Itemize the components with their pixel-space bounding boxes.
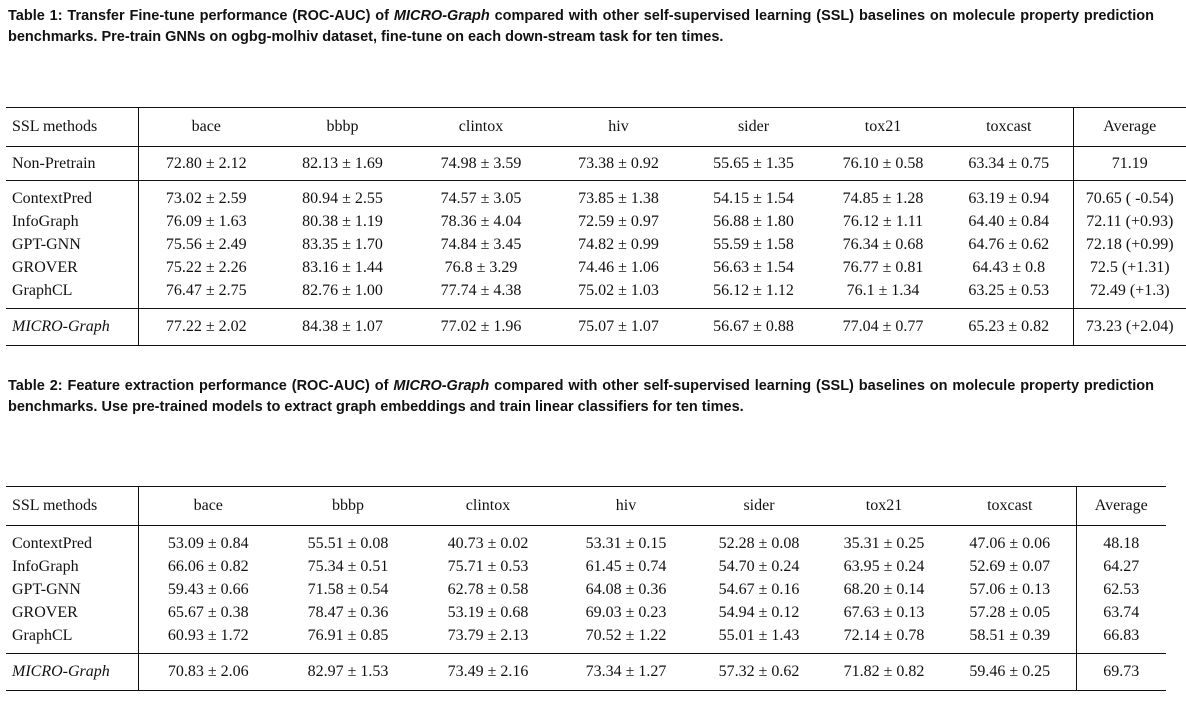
cell: 53.31 ± 0.15 <box>585 534 667 552</box>
row-method: GROVER <box>6 601 138 624</box>
table-row <box>6 555 1166 578</box>
cell: 76.10 ± 0.58 <box>842 154 924 172</box>
cell: 56.12 ± 1.12 <box>713 281 794 299</box>
table1-col-header: clintox <box>458 118 504 135</box>
cell: 74.85 ± 1.28 <box>842 189 924 207</box>
cell: 55.59 ± 1.58 <box>713 235 794 253</box>
cell: 80.94 ± 2.55 <box>302 189 383 207</box>
cell: 74.84 ± 3.45 <box>440 235 522 253</box>
table2-col-header: hiv <box>615 497 637 514</box>
cell: 77.02 ± 1.96 <box>440 318 522 335</box>
cell: 76.47 ± 2.75 <box>165 281 247 299</box>
table-row <box>6 624 1166 654</box>
cell: 73.85 ± 1.38 <box>578 189 659 207</box>
cell: 75.22 ± 2.26 <box>165 258 247 276</box>
cell: 83.35 ± 1.70 <box>302 235 383 253</box>
table2-col-header: tox21 <box>865 497 903 514</box>
row-method: GROVER <box>6 256 138 279</box>
cell: 63.19 ± 0.94 <box>945 181 1073 211</box>
cell: 75.56 ± 2.49 <box>165 235 247 253</box>
cell: 64.40 ± 0.84 <box>945 210 1073 233</box>
table1-col-header: tox21 <box>864 118 902 135</box>
cell: 72.14 ± 0.78 <box>843 626 925 644</box>
cell: 75.02 ± 1.03 <box>578 281 659 299</box>
cell: 77.74 ± 4.38 <box>440 281 522 299</box>
table1-col-header: bbbp <box>326 118 359 135</box>
cell: 54.70 ± 0.24 <box>718 557 800 575</box>
table2-caption-prefix: Table 2: Feature extraction performance (ROC-AUC) of <box>8 378 394 394</box>
cell: 71.58 ± 0.54 <box>307 580 389 598</box>
cell: 76.12 ± 1.11 <box>842 212 924 230</box>
cell-average: 72.49 (+1.3) <box>1089 281 1170 299</box>
cell: 57.28 ± 0.05 <box>944 601 1076 624</box>
cell: 55.51 ± 0.08 <box>307 534 389 552</box>
cell: 72.80 ± 2.12 <box>165 154 247 172</box>
cell: 82.76 ± 1.00 <box>302 281 383 299</box>
row-method: GPT-GNN <box>6 578 138 601</box>
table-row <box>6 181 1186 211</box>
table-row <box>6 210 1186 233</box>
table-row <box>6 578 1166 601</box>
cell-average: 66.83 <box>1103 626 1140 644</box>
cell: 52.69 ± 0.07 <box>944 555 1076 578</box>
cell-average: 64.27 <box>1103 557 1140 575</box>
cell: 75.71 ± 0.53 <box>447 557 529 575</box>
table1-caption-method: MICRO-Graph <box>393 8 490 24</box>
table2-caption-suffix: compared with other self-supervised learning (SSL) baselines on molecule property prediction benchmarks. Use pre-trained models to extract graph embeddings and train linear classifiers for ten times. <box>8 378 1154 415</box>
cell: 52.28 ± 0.08 <box>718 534 800 552</box>
cell: 57.32 ± 0.62 <box>718 663 800 680</box>
cell: 73.79 ± 2.13 <box>447 626 529 644</box>
table2-header-row <box>6 487 1166 526</box>
cell: 54.15 ± 1.54 <box>713 189 794 207</box>
table-row <box>6 309 1186 346</box>
cell: 73.49 ± 2.16 <box>447 663 529 680</box>
table-row <box>6 654 1166 691</box>
table1-col-header: sider <box>737 118 770 135</box>
cell: 82.13 ± 1.69 <box>302 154 383 172</box>
cell-average: 72.18 (+0.99) <box>1085 235 1174 253</box>
cell: 68.20 ± 0.14 <box>843 580 925 598</box>
cell: 66.06 ± 0.82 <box>167 557 249 575</box>
cell: 64.43 ± 0.8 <box>945 256 1073 279</box>
cell-average: 63.74 <box>1103 603 1140 621</box>
table2-caption-method: MICRO-Graph <box>393 378 490 394</box>
cell: 74.57 ± 3.05 <box>440 189 522 207</box>
cell: 56.88 ± 1.80 <box>713 212 794 230</box>
row-method: ContextPred <box>6 526 138 556</box>
table2-col-header: sider <box>743 497 775 514</box>
cell-average: 72.5 (+1.31) <box>1089 258 1170 276</box>
cell: 77.04 ± 0.77 <box>842 318 924 335</box>
cell: 54.67 ± 0.16 <box>718 580 800 598</box>
cell: 56.63 ± 1.54 <box>713 258 794 276</box>
cell: 71.82 ± 0.82 <box>843 663 925 680</box>
cell-average: 72.11 (+0.93) <box>1086 212 1174 230</box>
table2-col-header: SSL methods <box>6 487 138 526</box>
cell: 62.78 ± 0.58 <box>447 580 529 598</box>
cell: 80.38 ± 1.19 <box>302 212 383 230</box>
table2 <box>6 486 1166 691</box>
cell: 83.16 ± 1.44 <box>302 258 383 276</box>
row-method: InfoGraph <box>6 210 138 233</box>
table2-col-header: Average <box>1094 497 1148 514</box>
cell: 63.34 ± 0.75 <box>945 147 1073 181</box>
row-method: MICRO-Graph <box>6 654 138 691</box>
table2-col-header: bbbp <box>332 497 364 514</box>
table2-col-header: clintox <box>465 497 511 514</box>
cell: 72.59 ± 0.97 <box>578 212 659 230</box>
cell-average: 71.19 <box>1111 154 1148 172</box>
cell: 67.63 ± 0.13 <box>843 603 925 621</box>
cell: 55.01 ± 1.43 <box>718 626 800 644</box>
table-row <box>6 526 1166 556</box>
cell: 59.46 ± 0.25 <box>944 654 1076 691</box>
table2-col-header: toxcast <box>944 487 1076 526</box>
cell: 55.65 ± 1.35 <box>713 154 794 172</box>
cell: 65.23 ± 0.82 <box>945 309 1073 346</box>
cell-average: 62.53 <box>1103 580 1140 598</box>
cell: 61.45 ± 0.74 <box>585 557 667 575</box>
table1-caption-suffix: compared with other self-supervised learning (SSL) baselines on molecule property prediction benchmarks. Pre-train GNNs on ogbg-molhiv dataset, fine-tune on each down-stream task for ten times. <box>8 8 1154 45</box>
cell: 76.1 ± 1.34 <box>846 281 920 299</box>
row-method: ContextPred <box>6 181 138 211</box>
cell: 75.34 ± 0.51 <box>307 557 389 575</box>
cell: 65.67 ± 0.38 <box>167 603 249 621</box>
cell: 75.07 ± 1.07 <box>578 318 659 335</box>
table1-col-header: bace <box>191 118 221 135</box>
row-method: InfoGraph <box>6 555 138 578</box>
table2-col-header: bace <box>193 497 223 514</box>
table1-header-row <box>6 108 1186 147</box>
cell: 74.98 ± 3.59 <box>440 154 522 172</box>
table1-col-header: hiv <box>608 118 629 135</box>
cell: 63.25 ± 0.53 <box>945 279 1073 309</box>
row-method: GraphCL <box>6 279 138 309</box>
cell-average: 48.18 <box>1103 534 1140 552</box>
table-row <box>6 233 1186 256</box>
cell: 40.73 ± 0.02 <box>447 534 529 552</box>
cell: 64.76 ± 0.62 <box>945 233 1073 256</box>
cell: 35.31 ± 0.25 <box>843 534 925 552</box>
cell: 54.94 ± 0.12 <box>718 603 800 621</box>
cell: 57.06 ± 0.13 <box>944 578 1076 601</box>
cell: 77.22 ± 2.02 <box>165 318 247 335</box>
cell: 53.19 ± 0.68 <box>447 603 529 621</box>
row-method: Non-Pretrain <box>6 147 138 181</box>
cell: 76.8 ± 3.29 <box>444 258 518 276</box>
cell: 76.77 ± 0.81 <box>842 258 924 276</box>
cell: 78.47 ± 0.36 <box>307 603 389 621</box>
cell: 74.82 ± 0.99 <box>578 235 659 253</box>
cell-average: 69.73 <box>1103 663 1140 680</box>
table1-caption-prefix: Table 1: Transfer Fine-tune performance (ROC-AUC) of <box>8 8 394 24</box>
cell: 73.34 ± 1.27 <box>585 663 667 680</box>
cell: 58.51 ± 0.39 <box>944 624 1076 654</box>
cell: 63.95 ± 0.24 <box>843 557 925 575</box>
cell: 84.38 ± 1.07 <box>302 318 383 335</box>
table-row <box>6 279 1186 309</box>
row-method: MICRO-Graph <box>6 309 138 346</box>
cell: 70.83 ± 2.06 <box>167 663 249 680</box>
cell: 47.06 ± 0.06 <box>944 526 1076 556</box>
cell: 64.08 ± 0.36 <box>585 580 667 598</box>
cell: 76.91 ± 0.85 <box>307 626 389 644</box>
table-row <box>6 256 1186 279</box>
cell: 73.38 ± 0.92 <box>578 154 659 172</box>
cell: 73.02 ± 2.59 <box>165 189 247 207</box>
table1-col-header: toxcast <box>945 108 1073 147</box>
cell-average: 73.23 (+2.04) <box>1085 318 1174 335</box>
cell: 82.97 ± 1.53 <box>307 663 389 680</box>
cell-average: 70.65 ( -0.54) <box>1085 189 1174 207</box>
table1-col-header: SSL methods <box>6 108 138 147</box>
cell: 76.09 ± 1.63 <box>165 212 247 230</box>
row-method: GPT-GNN <box>6 233 138 256</box>
cell: 60.93 ± 1.72 <box>167 626 249 644</box>
cell: 78.36 ± 4.04 <box>440 212 522 230</box>
row-method: GraphCL <box>6 624 138 654</box>
table-row <box>6 147 1186 181</box>
table1-caption <box>8 6 1154 48</box>
table-row <box>6 601 1166 624</box>
table1 <box>6 107 1186 346</box>
cell: 76.34 ± 0.68 <box>842 235 924 253</box>
cell: 56.67 ± 0.88 <box>713 318 794 335</box>
cell: 69.03 ± 0.23 <box>585 603 667 621</box>
cell: 70.52 ± 1.22 <box>585 626 667 644</box>
cell: 53.09 ± 0.84 <box>167 534 249 552</box>
cell: 74.46 ± 1.06 <box>578 258 659 276</box>
cell: 59.43 ± 0.66 <box>167 580 249 598</box>
table2-caption <box>8 376 1154 418</box>
table1-col-header: Average <box>1103 118 1157 135</box>
